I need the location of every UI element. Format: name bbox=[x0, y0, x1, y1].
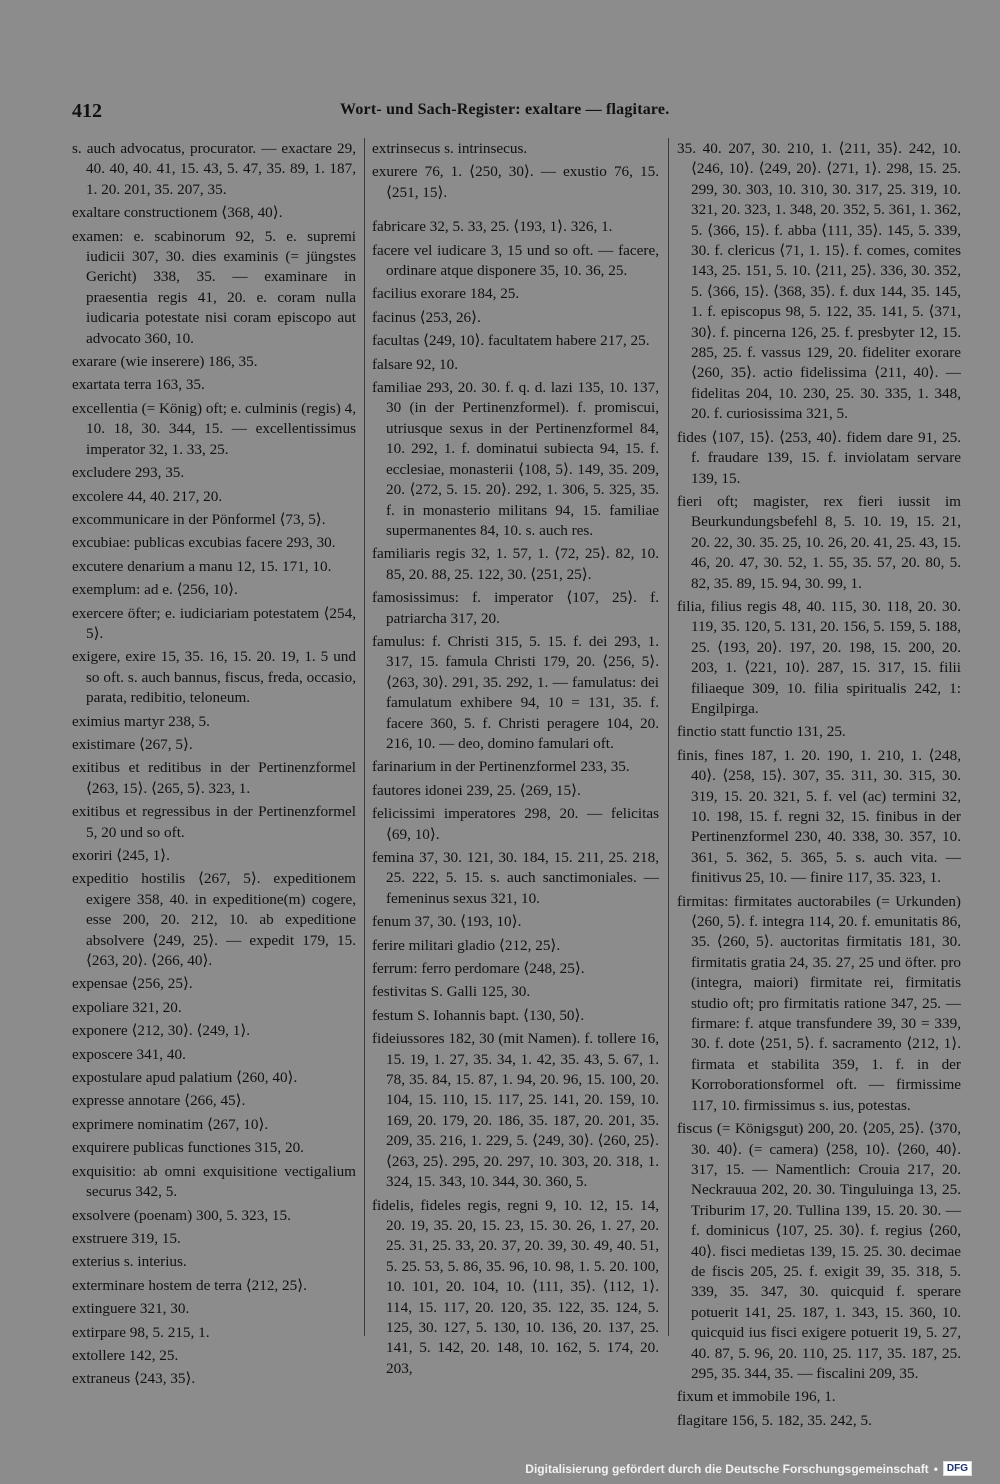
index-entry: exquisitio: ab omni exquisitione vectigalium securus 342, 5. bbox=[72, 1162, 356, 1201]
index-entry: exterius s. interius. bbox=[72, 1253, 187, 1271]
index-entry: finctio statt functio 131, 25. bbox=[677, 723, 846, 741]
index-entry: exoriri ⟨245, 1⟩. bbox=[72, 847, 170, 864]
index-entry: fautores idonei 239, 25. ⟨269, 15⟩. bbox=[372, 781, 581, 799]
index-entry: extirpare 98, 5. 215, 1. bbox=[72, 1323, 210, 1341]
index-entry: extinguere 321, 30. bbox=[72, 1300, 190, 1318]
index-entry: fideiussores 182, 30 (mit Namen). f. tollere 16, 15. 19, 1. 27, 35. 34, 1. 42, 35. 43, 5. 67, 1. 78, 35. 84, 15. 87, 1. 94, 20. 96, 15. 100, 20. 104, 15. 110, 15. 117, 25. 141, 20. 159, 10. 169, 20. 179, 20. 186, 35. 187, 20. 201, 35. 209, 35. 216, 1. 229, 5. ⟨249, 30⟩. ⟨260, 25⟩. ⟨263, 25⟩. 295, 20. 297, 10. 303, 20. 318, 1. 324, 15. 343, 10. 344, 30. 360, 5. bbox=[372, 1030, 659, 1191]
index-entry: fieri oft; magister, rex fieri iussit im Beurkundungsbefehl 8, 5. 10. 19, 15. 21, 20. 22, 30. 35. 25, 10. 26, 20. 41, 25. 43, 15. 46, 20. 47, 30. 52, 1. 55, 35. 57, 20. 80, 5. 82, 35. 89, 15. 94, 30. 99, 1. bbox=[677, 492, 961, 592]
index-entry: exprimere nominatim ⟨267, 10⟩. bbox=[72, 1115, 269, 1133]
index-entry: finis, fines 187, 1. 20. 190, 1. 210, 1. ⟨248, 40⟩. ⟨258, 15⟩. 307, 35. 311, 30. 315, 30. 319, 15. 20. 321, 5. f. vel (ac) termini 32, 10. 198, 15. f. regni 32, 15. finibus in der Pertinenzformel 230, 40. 338, 30. 357, 10. 361, 5. 362, 5. 365, 5. s. auch vita. — finitivus 25, 10. — finire 117, 35. 323, 1. bbox=[677, 746, 961, 887]
index-entry: famulus: f. Christi 315, 5. 15. f. dei 293, 1. 317, 15. famula Christi 179, 20. ⟨256, 5⟩. ⟨263, 30⟩. 291, 35. 292, 1. — famulatus: dei famulatum exhibere 94, 10 = 131, 35. f. facere 360, 5. f. Christi peragere 104, 20. 216, 10. — deo, domino famulari oft. bbox=[372, 632, 659, 752]
index-entry: exurere 76, 1. ⟨250, 30⟩. — exustio 76, 15. ⟨251, 15⟩. bbox=[372, 163, 659, 201]
index-entry: expoliare 321, 20. bbox=[72, 998, 182, 1016]
index-entry: exartata terra 163, 35. bbox=[72, 376, 205, 394]
index-entry: expresse annotare ⟨266, 45⟩. bbox=[72, 1092, 246, 1110]
index-entry: expensae ⟨256, 25⟩. bbox=[72, 975, 193, 993]
index-entry: filia, filius regis 48, 40. 115, 30. 118, 20. 30. 119, 35. 120, 5. 131, 20. 156, 5. 159, 5. 188, 25. ⟨193, 20⟩. 197, 20. 198, 15. 200, 20. 203, 1. ⟨221, 10⟩. 287, 15. 317, 15. filii filiaeque 309, 10. filia spiritualis 242, 1: Engilpirga. bbox=[677, 597, 961, 717]
index-entry: exitibus et regressibus in der Pertinenzformel 5, 20 und so oft. bbox=[72, 803, 356, 841]
index-entry: exponere ⟨212, 30⟩. ⟨249, 1⟩. bbox=[72, 1022, 251, 1040]
index-entry: exitibus et reditibus in der Pertinenzformel ⟨263, 15⟩. ⟨265, 5⟩. 323, 1. bbox=[72, 759, 356, 797]
index-entry: familiae 293, 20. 30. f. q. d. lazi 135, 10. 137, 30 (in der Pertinenzformel). f. promiscui, utriusque sexus in der Pertinenzformel 84, 10. 292, 1. f. dominatui subiecta 94, 15. f. ecclesiae, monasterii ⟨108, 5⟩. 149, 35. 209, 20. ⟨272, 5. 15. 20⟩. 292, 1. 306, 5. 325, 35. f. in monasterio militans 94, 15. familiae supermanentes 84, 10. s. auch res. bbox=[372, 379, 659, 539]
index-column-2 bbox=[372, 139, 659, 1382]
index-entry: extraneus ⟨243, 35⟩. bbox=[72, 1370, 196, 1388]
index-entry: exsolvere (poenam) 300, 5. 323, 15. bbox=[72, 1206, 291, 1224]
index-entry: exterminare hostem de terra ⟨212, 25⟩. bbox=[72, 1276, 307, 1294]
index-entry: familiaris regis 32, 1. 57, 1. ⟨72, 25⟩. 82, 10. 85, 20. 88, 25. 122, 30. ⟨251, 25⟩. bbox=[372, 545, 659, 583]
index-entry: facilius exorare 184, 25. bbox=[372, 285, 520, 303]
page-number: 412 bbox=[72, 100, 102, 122]
index-entry: falsare 92, 10. bbox=[372, 355, 459, 373]
index-entry: excolere 44, 40. 217, 20. bbox=[72, 487, 223, 505]
index-column-3 bbox=[677, 139, 961, 1434]
index-entry: excludere 293, 35. bbox=[72, 464, 185, 482]
index-entry: felicissimi imperatores 298, 20. — felicitas ⟨69, 10⟩. bbox=[372, 805, 659, 843]
index-entry: farinarium in der Pertinenzformel 233, 35. bbox=[372, 758, 630, 776]
index-entry: festum S. Iohannis bapt. ⟨130, 50⟩. bbox=[372, 1006, 585, 1024]
index-entry: eximius martyr 238, 5. bbox=[72, 712, 210, 730]
column-rule bbox=[364, 138, 365, 1336]
column-rule bbox=[668, 138, 669, 1336]
index-entry: expostulare apud palatium ⟨260, 40⟩. bbox=[72, 1069, 298, 1087]
index-entry: s. auch advocatus, procurator. — exactare 29, 40. 40, 40. 41, 15. 43, 5. 47, 35. 89, 1. 187, 1. 20. 201, 35. 207, 35. bbox=[72, 140, 356, 198]
index-entry: fabricare 32, 5. 33, 25. ⟨193, 1⟩. 326, 1. bbox=[372, 218, 613, 236]
index-entry: excutere denarium a manu 12, 15. 171, 10. bbox=[72, 557, 332, 575]
index-entry: examen: e. scabinorum 92, 5. e. supremi iudicii 307, 30. dies examinis (= jüngstes Gericht) 338, 35. — examinare in praesentia regis 41, 20. e. coram nulla iudicaria potestate nisi coram episcopo aut advocato 360, 10. bbox=[72, 227, 356, 347]
index-entry: fiscus (= Königsgut) 200, 20. ⟨205, 25⟩. ⟨370, 30. 40⟩. (= camera) ⟨258, 10⟩. ⟨260, 40⟩. 317, 15. — Namentlich: Crouia 217, 20. Neckrauua 202, 20. 30. Tinguluinga 13, 25. Triburim 17, 20. Tullina 139, 15. 20. 30. — f. dominicus ⟨107, 25. 30⟩. f. regius ⟨260, 40⟩. fisci medietas 139, 15. 25. 30. decimae de fiscis 205, 25. f. exigit 39, 35. 318, 5. 339, 35. 347, 30. quicquid f. sperare potuerit 141, 25. 187, 1. 343, 15. 360, 10. quicquid ius fisci exigere potuerit 19, 5. 27, 40. 87, 5. 96, 20. 110, 25. 117, 35. 187, 25. 295, 35. 344, 35. — fiscalini 209, 35. bbox=[677, 1120, 961, 1382]
footer-separator: • bbox=[933, 1461, 938, 1476]
index-entry: facere vel iudicare 3, 15 und so oft. — facere, ordinare atque disponere 35, 10. 36, 25. bbox=[372, 241, 659, 280]
index-column-1 bbox=[72, 139, 356, 1393]
index-entry: extrinsecus s. intrinsecus. bbox=[372, 140, 528, 157]
footer-credit bbox=[525, 1461, 972, 1476]
index-entry: fixum et immobile 196, 1. bbox=[677, 1388, 836, 1406]
index-entry: facultas ⟨249, 10⟩. facultatem habere 217, 25. bbox=[372, 332, 650, 350]
index-entry: femina 37, 30. 121, 30. 184, 15. 211, 25. 218, 25. 222, 5. 15. s. auch sanctimoniales. — femeninus sexus 321, 10. bbox=[372, 849, 659, 907]
footer-text: Digitalisierung gefördert durch die Deutsche Forschungsgemeinschaft bbox=[525, 1461, 929, 1476]
index-entry: exarare (wie inserere) 186, 35. bbox=[72, 353, 258, 371]
index-entry: exposcere 341, 40. bbox=[72, 1045, 186, 1063]
index-entry: exemplum: ad e. ⟨256, 10⟩. bbox=[72, 581, 238, 599]
index-entry: facinus ⟨253, 26⟩. bbox=[372, 308, 481, 326]
index-entry: 35. 40. 207, 30. 210, 1. ⟨211, 35⟩. 242, 10. ⟨246, 10⟩. ⟨249, 20⟩. ⟨271, 1⟩. 298, 15. 25. 299, 30. 303, 10. 310, 30. 317, 25. 319, 10. 321, 20. 323, 1. 348, 20. 352, 5. 361, 1. 362, 5. ⟨366, 15⟩. f. abba ⟨111, 35⟩. 145, 5. 339, 30. f. clericus ⟨71, 1. 15⟩. f. comes, comites 143, 25. 151, 5. 10. ⟨211, 25⟩. 336, 30. 352, 5. ⟨366, 15⟩. ⟨368, 35⟩. f. dux 144, 35. 145, 1. f. episcopus 98, 5. 122, 35. 141, 5. ⟨371, 30⟩. f. pincerna 126, 25. f. presbyter 12, 15. 285, 25. f. vassus 129, 20. fideliter exorare ⟨260, 35⟩. actio fidelissima ⟨211, 40⟩. — fidelitas 204, 10. 230, 25. 30. 335, 1. 348, 20. f. curiosissima 321, 5. bbox=[677, 140, 961, 423]
running-head: Wort- und Sach-Register: exaltare — flagitare. bbox=[340, 101, 670, 118]
index-entry: expeditio hostilis ⟨267, 5⟩. expeditionem exigere 358, 40. in expeditione(m) cogere, esse 200, 20. 212, 10. ab expeditione absolvere ⟨249, 25⟩. — expedit 179, 15. ⟨263, 20⟩. ⟨266, 40⟩. bbox=[72, 870, 356, 970]
index-entry: flagitare 156, 5. 182, 35. 242, 5. bbox=[677, 1411, 872, 1429]
index-entry: excubiae: publicas excubias facere 293, 30. bbox=[72, 534, 336, 552]
index-entry: festivitas S. Galli 125, 30. bbox=[372, 983, 531, 1001]
index-entry: exercere öfter; e. iudiciariam potestatem ⟨254, 5⟩. bbox=[72, 604, 356, 642]
index-entry: famosissimus: f. imperator ⟨107, 25⟩. f. patriarcha 317, 20. bbox=[372, 589, 659, 627]
index-entry: exstruere 319, 15. bbox=[72, 1229, 181, 1247]
index-entry: ferire militari gladio ⟨212, 25⟩. bbox=[372, 936, 561, 954]
dfg-logo-icon: DFG bbox=[943, 1461, 972, 1476]
index-entry: exigere, exire 15, 35. 16, 15. 20. 19, 1. 5 und so oft. s. auch bannus, fiscus, freda, occasio, parata, redibitio, teloneum. bbox=[72, 648, 356, 707]
index-entry: exquirere publicas functiones 315, 20. bbox=[72, 1139, 304, 1157]
index-entry: excommunicare in der Pönformel ⟨73, 5⟩. bbox=[72, 510, 326, 528]
index-entry: existimare ⟨267, 5⟩. bbox=[72, 735, 193, 753]
index-entry: fenum 37, 30. ⟨193, 10⟩. bbox=[372, 913, 522, 931]
index-entry: fidelis, fideles regis, regni 9, 10. 12, 15. 14, 20. 19, 35. 20, 15. 23, 15. 30. 26, 1. 27, 20. 25. 31, 25. 33, 20. 37, 20. 39, 30. 49, 40. 51, 5. 25. 53, 5. 86, 35. 96, 10. 98, 1. 5. 20. 100, 10. 101, 20. 104, 10. ⟨111, 35⟩. ⟨112, 1⟩. 114, 15. 117, 20. 120, 35. 122, 35. 124, 5. 125, 30. 127, 5. 130, 10. 136, 20. 137, 25. 141, 5. 142, 20. 148, 10. 162, 5. 174, 20. 203, bbox=[372, 1196, 659, 1377]
index-entry: exaltare constructionem ⟨368, 40⟩. bbox=[72, 204, 283, 222]
index-entry: firmitas: firmitates auctorabiles (= Urkunden) ⟨260, 5⟩. f. integra 114, 20. f. emunitatis 86, 35. ⟨260, 5⟩. auctoritas firmitatis 181, 30. firmitatis gratia 24, 35. 27, 25 und öfter. pro (integra, maiori) firmitate rei, firmitatis studio oft; pro firmitatis ratione 347, 25. — firmare: f. atque transfundere 39, 30 = 339, 30. f. dote ⟨251, 5⟩. f. sacramento ⟨212, 1⟩. firmata et stabilita 359, 1. f. in der Korroborationsformel oft. — firmissime 117, 10. firmissimus s. ius, potestas. bbox=[677, 892, 961, 1114]
index-entry: fides ⟨107, 15⟩. ⟨253, 40⟩. fidem dare 91, 25. f. fraudare 139, 15. f. inviolatam servare 139, 15. bbox=[677, 428, 961, 487]
index-entry: extollere 142, 25. bbox=[72, 1346, 179, 1364]
index-entry: excellentia (= König) oft; e. culminis (regis) 4, 10. 18, 30. 344, 15. — excellentissimus imperator 32, 1. 33, 25. bbox=[72, 399, 356, 458]
index-entry: ferrum: ferro perdomare ⟨248, 25⟩. bbox=[372, 960, 585, 978]
